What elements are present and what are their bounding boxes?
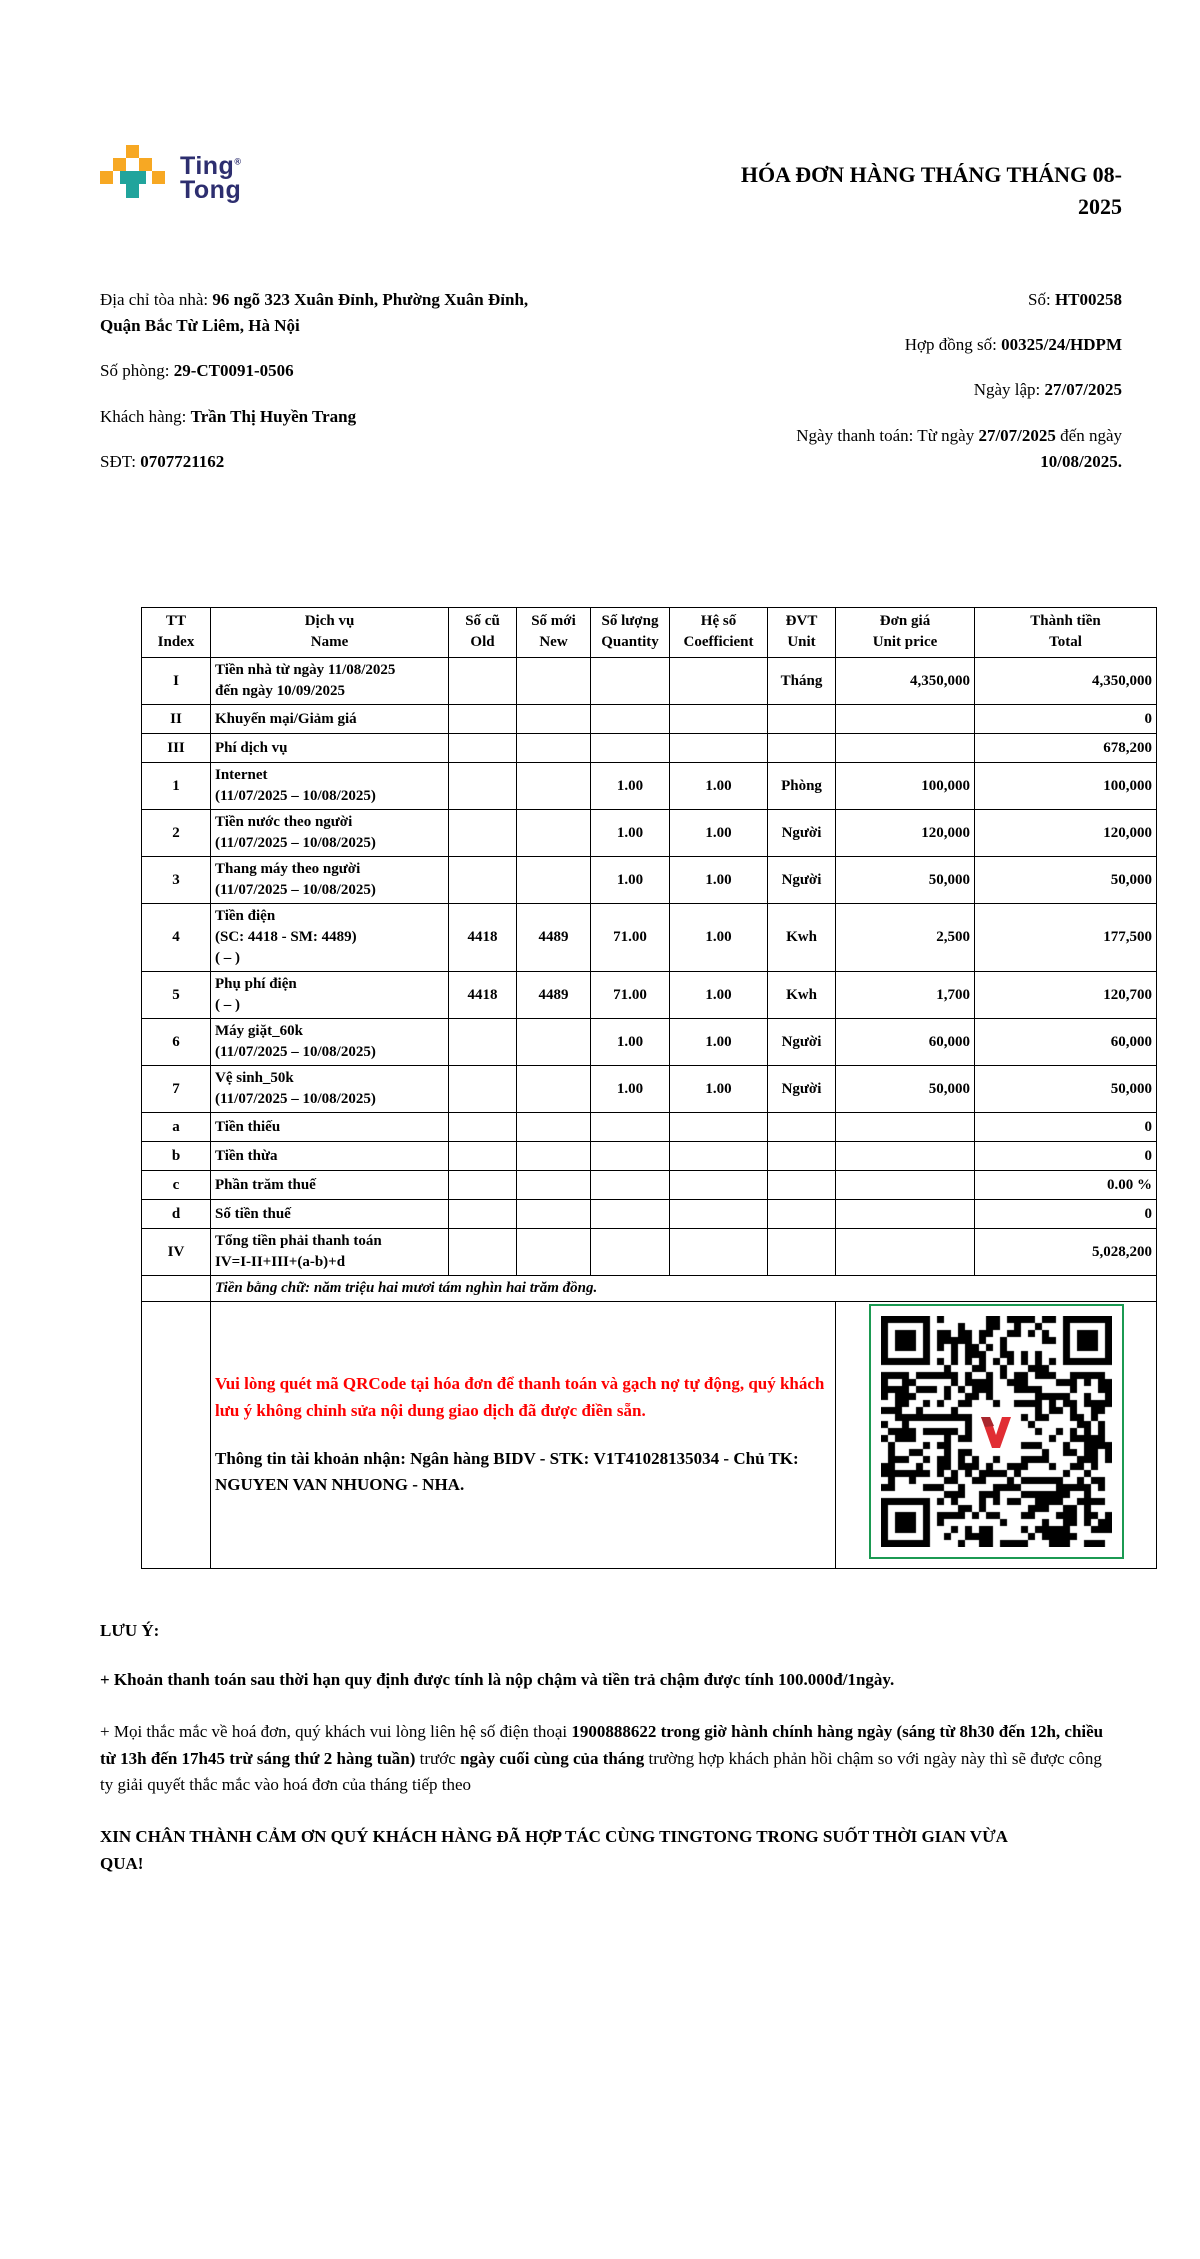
tt-cell: IV <box>142 1229 211 1276</box>
table-body <box>142 658 1157 1276</box>
total-cell: 0 <box>975 705 1157 734</box>
text-run: đến ngày <box>1055 425 1122 445</box>
text-run: Số: <box>1028 289 1055 309</box>
coef-cell <box>670 1171 768 1200</box>
new-cell <box>517 1200 591 1229</box>
old-cell <box>449 658 517 705</box>
unit-cell: Người <box>768 1066 836 1113</box>
qty-cell <box>591 1113 670 1142</box>
qty-cell: 1.00 <box>591 763 670 810</box>
coef-cell <box>670 734 768 763</box>
coef-cell <box>670 1113 768 1142</box>
tingtong-logo-text <box>180 151 242 204</box>
table-row-IV <box>142 1229 1157 1276</box>
service-name-cell: Tiền nhà từ ngày 11/08/2025 đến ngày 10/09/2025 <box>211 658 449 705</box>
old-cell <box>449 857 517 904</box>
text-run: Ngày lập: <box>973 380 1045 400</box>
qr-code-cell <box>836 1302 1157 1569</box>
table-row-II <box>142 705 1157 734</box>
new-cell <box>517 857 591 904</box>
old-cell <box>449 1229 517 1276</box>
text-run: Hợp đồng số: <box>904 335 1002 355</box>
table-row-4 <box>142 904 1157 972</box>
new-cell <box>517 1113 591 1142</box>
notes-heading: LƯU Ý: <box>100 1621 160 1640</box>
unit-cell <box>768 1113 836 1142</box>
unit-cell <box>768 734 836 763</box>
text-run: NGUYEN VAN NHUONG - NHA. <box>215 1475 465 1495</box>
coef-cell: 1.00 <box>670 763 768 810</box>
column-header-coef: Hệ số Coefficient <box>670 607 768 658</box>
qty-cell: 71.00 <box>591 972 670 1019</box>
price-cell <box>836 1113 975 1142</box>
text-run: Thông tin tài khoản nhận: Ngân hàng BIDV - STK: <box>215 1449 594 1468</box>
column-header-tt: TT Index <box>142 607 211 658</box>
unit-cell: Người <box>768 857 836 904</box>
text-run: Địa chỉ tòa nhà: <box>100 289 213 309</box>
total-cell: 0 <box>975 1113 1157 1142</box>
table-row-b <box>142 1142 1157 1171</box>
total-cell: 100,000 <box>975 763 1157 810</box>
new-cell <box>517 658 591 705</box>
table-row-3 <box>142 857 1157 904</box>
tt-cell: II <box>142 705 211 734</box>
invoice-table <box>141 607 1157 1570</box>
new-cell <box>517 810 591 857</box>
tt-cell: 5 <box>142 972 211 1019</box>
price-cell <box>836 1200 975 1229</box>
tt-cell: a <box>142 1113 211 1142</box>
total-cell: 120,700 <box>975 972 1157 1019</box>
price-cell: 2,500 <box>836 904 975 972</box>
qty-cell: 1.00 <box>591 1066 670 1113</box>
unit-cell: Kwh <box>768 972 836 1019</box>
service-name-cell: Vệ sinh_50k (11/07/2025 – 10/08/2025) <box>211 1066 449 1113</box>
unit-cell: Tháng <box>768 658 836 705</box>
unit-cell <box>768 1200 836 1229</box>
column-header-name: Dịch vụ Name <box>211 607 449 658</box>
table-row-1 <box>142 763 1157 810</box>
service-name-cell: Tiền điện (SC: 4418 - SM: 4489) ( – ) <box>211 904 449 972</box>
old-cell <box>449 705 517 734</box>
info-line <box>736 332 1122 358</box>
bank-account-info <box>215 1446 831 1499</box>
service-name-cell: Khuyến mại/Giảm giá <box>211 705 449 734</box>
registered-trademark: ® <box>234 156 242 167</box>
unit-cell <box>768 705 836 734</box>
old-cell <box>449 1113 517 1142</box>
column-header-unit: ĐVT Unit <box>768 607 836 658</box>
tt-cell: III <box>142 734 211 763</box>
price-cell <box>836 1229 975 1276</box>
text-run: 00325/24/HDPM <box>1001 335 1122 355</box>
old-cell <box>449 1200 517 1229</box>
price-cell <box>836 1171 975 1200</box>
qty-cell <box>591 1229 670 1276</box>
table-row-c <box>142 1171 1157 1200</box>
new-cell <box>517 763 591 810</box>
table-row-d <box>142 1200 1157 1229</box>
service-name-cell: Internet (11/07/2025 – 10/08/2025) <box>211 763 449 810</box>
new-cell <box>517 705 591 734</box>
service-name-cell: Phụ phí điện ( – ) <box>211 972 449 1019</box>
new-cell <box>517 1142 591 1171</box>
unit-cell <box>768 1171 836 1200</box>
price-cell <box>836 705 975 734</box>
page-header <box>100 145 1156 223</box>
coef-cell: 1.00 <box>670 1019 768 1066</box>
tt-cell: 2 <box>142 810 211 857</box>
total-cell: 0 <box>975 1200 1157 1229</box>
total-cell: 60,000 <box>975 1019 1157 1066</box>
info-line <box>736 423 1122 476</box>
vietqr-v-logo <box>973 1409 1019 1455</box>
qty-cell: 1.00 <box>591 1019 670 1066</box>
coef-cell <box>670 1200 768 1229</box>
tt-cell: I <box>142 658 211 705</box>
table-row-III <box>142 734 1157 763</box>
old-cell <box>449 763 517 810</box>
qty-cell <box>591 1200 670 1229</box>
thank-you-note: XIN CHÂN THÀNH CẢM ƠN QUÝ KHÁCH HÀNG ĐÃ HỢP TÁC CÙNG TINGTONG TRONG SUỐT THỜI GIAN VỪA QUA! <box>100 1827 1007 1873</box>
coef-cell: 1.00 <box>670 904 768 972</box>
qty-cell <box>591 734 670 763</box>
service-name-cell: Tổng tiền phải thanh toán IV=I-II+III+(a-b)+d <box>211 1229 449 1276</box>
table-row-a <box>142 1113 1157 1142</box>
tt-cell: c <box>142 1171 211 1200</box>
unit-cell <box>768 1142 836 1171</box>
payment-qr-code <box>869 1304 1124 1559</box>
total-cell: 50,000 <box>975 1066 1157 1113</box>
column-header-total: Thành tiền Total <box>975 607 1157 658</box>
old-cell: 4418 <box>449 904 517 972</box>
qty-cell: 1.00 <box>591 810 670 857</box>
new-cell: 4489 <box>517 972 591 1019</box>
text-run: + Mọi thắc mắc về hoá đơn, quý khách vui lòng liên hệ số điện thoại <box>100 1722 572 1742</box>
tt-cell: 6 <box>142 1019 211 1066</box>
amount-in-words-label: Tiền bằng chữ: <box>215 1280 314 1296</box>
new-cell <box>517 1171 591 1200</box>
table-row-6 <box>142 1019 1157 1066</box>
text-run: ngày cuối cùng của tháng <box>460 1748 645 1768</box>
table-row-I <box>142 658 1157 705</box>
service-name-cell: Thang máy theo người (11/07/2025 – 10/08/2025) <box>211 857 449 904</box>
tt-cell: b <box>142 1142 211 1171</box>
new-cell <box>517 1019 591 1066</box>
qr-instruction-note: Vui lòng quét mã QRCode tại hóa đơn để thanh toán và gạch nợ tự động, quý khách lưu ý không chỉnh sửa nội dung giao dịch đã được điền sẵn. <box>215 1374 825 1420</box>
coef-cell: 1.00 <box>670 972 768 1019</box>
text-run: trường hợp khách phản hồi chậm so với ngày này thì sẽ được công ty giải quyết thắc mắc vào hoá đơn của tháng tiếp theo <box>100 1748 1102 1795</box>
text-run: Khách hàng: <box>100 406 191 426</box>
unit-cell <box>768 1229 836 1276</box>
column-header-new: Số mới New <box>517 607 591 658</box>
table-row-2 <box>142 810 1157 857</box>
tingtong-logo-icon <box>100 145 166 211</box>
new-cell <box>517 1229 591 1276</box>
price-cell: 50,000 <box>836 1066 975 1113</box>
info-right <box>736 287 1156 495</box>
price-cell <box>836 734 975 763</box>
payment-instructions-cell <box>211 1302 836 1569</box>
unit-cell: Người <box>768 810 836 857</box>
tt-cell: 7 <box>142 1066 211 1113</box>
price-cell: 60,000 <box>836 1019 975 1066</box>
coef-cell <box>670 1142 768 1171</box>
qty-cell <box>591 1171 670 1200</box>
amount-in-words-row <box>142 1276 1157 1302</box>
total-cell: 0.00 % <box>975 1171 1157 1200</box>
info-left <box>100 287 570 495</box>
new-cell <box>517 1066 591 1113</box>
info-line <box>736 287 1122 313</box>
tt-cell: 1 <box>142 763 211 810</box>
text-run: V1T41028135034 <box>593 1449 720 1468</box>
invoice-footer <box>100 1621 1105 1877</box>
new-cell <box>517 734 591 763</box>
service-name-cell: Tiền thiếu <box>211 1113 449 1142</box>
price-cell: 4,350,000 <box>836 658 975 705</box>
old-cell <box>449 1019 517 1066</box>
old-cell <box>449 1066 517 1113</box>
table-row-5 <box>142 972 1157 1019</box>
service-name-cell: Phí dịch vụ <box>211 734 449 763</box>
table-row-7 <box>142 1066 1157 1113</box>
late-payment-note: + Khoản thanh toán sau thời hạn quy định được tính là nộp chậm và tiền trả chậm được tính 100.000đ/1ngày. <box>100 1670 895 1689</box>
text-run: 0707721162 <box>140 452 225 472</box>
coef-cell: 1.00 <box>670 857 768 904</box>
column-header-old: Số cũ Old <box>449 607 517 658</box>
total-cell: 4,350,000 <box>975 658 1157 705</box>
total-cell: 177,500 <box>975 904 1157 972</box>
service-name-cell: Máy giặt_60k (11/07/2025 – 10/08/2025) <box>211 1019 449 1066</box>
coef-cell <box>670 705 768 734</box>
qr-row <box>142 1302 1157 1569</box>
tt-cell: d <box>142 1200 211 1229</box>
total-cell: 5,028,200 <box>975 1229 1157 1276</box>
column-header-price: Đơn giá Unit price <box>836 607 975 658</box>
text-run: SĐT: <box>100 452 141 472</box>
text-run: 29-CT0091-0506 <box>173 361 294 381</box>
info-line <box>100 449 570 475</box>
tt-cell: 3 <box>142 857 211 904</box>
table-header <box>142 607 1157 658</box>
unit-cell: Người <box>768 1019 836 1066</box>
info-line <box>100 358 570 384</box>
total-cell: 678,200 <box>975 734 1157 763</box>
tingtong-logo <box>100 145 241 211</box>
old-cell <box>449 734 517 763</box>
price-cell <box>836 1142 975 1171</box>
logo-line2: Tong <box>180 176 242 204</box>
qty-cell <box>591 658 670 705</box>
price-cell: 50,000 <box>836 857 975 904</box>
text-run: Trần Thị Huyền Trang <box>190 406 357 426</box>
text-run: 1900888622 trong giờ hành chính hàng ngày (sáng từ 8h30 đến 12h, chiều từ 13h đến 17h45 trừ sáng thứ 2 hàng tuần) <box>100 1722 1104 1768</box>
service-name-cell: Tiền thừa <box>211 1142 449 1171</box>
price-cell: 120,000 <box>836 810 975 857</box>
empty-cell <box>142 1276 211 1302</box>
total-cell: 50,000 <box>975 857 1157 904</box>
column-header-qty: Số lượng Quantity <box>591 607 670 658</box>
old-cell: 4418 <box>449 972 517 1019</box>
unit-cell: Kwh <box>768 904 836 972</box>
info-line <box>736 377 1122 403</box>
total-cell: 0 <box>975 1142 1157 1171</box>
v-logo-glyph <box>976 1412 1016 1452</box>
service-name-cell: Tiền nước theo người (11/07/2025 – 10/08/2025) <box>211 810 449 857</box>
qty-cell: 71.00 <box>591 904 670 972</box>
amount-in-words-value: năm triệu hai mươi tám nghìn hai trăm đồng. <box>313 1280 598 1296</box>
invoice-info <box>100 287 1156 495</box>
tt-cell: 4 <box>142 904 211 972</box>
new-cell: 4489 <box>517 904 591 972</box>
hotline-note <box>100 1719 1105 1798</box>
price-cell: 1,700 <box>836 972 975 1019</box>
coef-cell: 1.00 <box>670 810 768 857</box>
qty-cell <box>591 1142 670 1171</box>
total-cell: 120,000 <box>975 810 1157 857</box>
info-line <box>100 287 570 340</box>
empty-cell <box>142 1302 211 1569</box>
unit-cell: Phòng <box>768 763 836 810</box>
text-run: 10/08/2025. <box>1040 452 1122 472</box>
text-run: 27/07/2025 <box>978 425 1056 445</box>
qty-cell: 1.00 <box>591 857 670 904</box>
text-run: 27/07/2025 <box>1044 380 1122 400</box>
coef-cell: 1.00 <box>670 1066 768 1113</box>
logo-line1: Ting <box>180 151 235 180</box>
price-cell: 100,000 <box>836 763 975 810</box>
invoice-title: HÓA ĐƠN HÀNG THÁNG THÁNG 08-2025 <box>740 162 1122 219</box>
qty-cell <box>591 705 670 734</box>
amount-in-words-cell <box>211 1276 1157 1302</box>
service-name-cell: Phần trăm thuế <box>211 1171 449 1200</box>
text-run: - Chủ TK: <box>719 1449 799 1468</box>
text-run: 96 ngõ 323 Xuân Đỉnh, Phường Xuân Đỉnh, Quận Bắc Từ Liêm, Hà Nội <box>100 289 529 336</box>
info-line <box>100 404 570 430</box>
old-cell <box>449 1142 517 1171</box>
old-cell <box>449 1171 517 1200</box>
text-run: Ngày thanh toán: Từ ngày <box>796 425 979 445</box>
service-name-cell: Số tiền thuế <box>211 1200 449 1229</box>
coef-cell <box>670 1229 768 1276</box>
text-run: trước <box>415 1748 461 1768</box>
old-cell <box>449 810 517 857</box>
text-run: HT00258 <box>1054 289 1122 309</box>
coef-cell <box>670 658 768 705</box>
text-run: Số phòng: <box>100 361 174 381</box>
